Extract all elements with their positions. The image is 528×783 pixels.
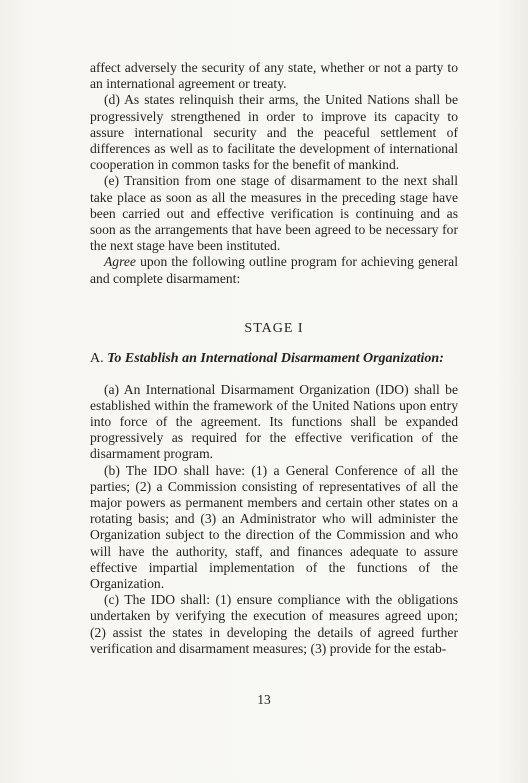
- agree-text: upon the following outline program for achieving general and complete disarmament:: [90, 254, 458, 286]
- paragraph-a: (a) An International Disarmament Organization (IDO) shall be established within the framework of the United Nations upon entry into force of the agreement. Its functions shall be expanded progressively as required for the effective verification of the disarmament program.: [90, 381, 458, 462]
- page-number: 13: [257, 692, 271, 707]
- stage-heading: STAGE I: [244, 320, 304, 336]
- paragraph-agree: [90, 254, 458, 286]
- paragraph-e: (e) Transition from one stage of disarmament to the next shall take place as soon as all the measures in the preceding stage have been carried out and effective verification is continuing and as soon as the arrangements that have been agreed to be necessary for the next stage have been instituted.: [90, 173, 458, 254]
- paragraph-d: (d) As states relinquish their arms, the United Nations shall be progressively strengthened in order to improve its capacity to assure international security and the peaceful settlement of differences as well as to facilitate the development of international cooperation in common tasks for the benefit of mankind.: [90, 92, 458, 173]
- section-letter: A.: [90, 351, 108, 367]
- paragraph-c: (c) The IDO shall: (1) ensure compliance with the obligations undertaken by verifying the execution of measures agreed upon; (2) assist the states in developing the details of agreed further verification and disarmament measures; (3) provide for the estab-: [90, 592, 458, 656]
- body-text: [90, 60, 458, 657]
- paragraph-continuation: affect adversely the security of any state, whether or not a party to an international agreement or treaty.: [90, 60, 458, 92]
- agree-keyword: Agree: [104, 254, 136, 270]
- paragraph-b: (b) The IDO shall have: (1) a General Conference of all the parties; (2) a Commission consisting of representatives of all the major powers as permanent members and certain other states on a rotating basis; and (3) an Administrator who will administer the Organization subject to the direction of the Commission and who will have the authority, staff, and finances adequate to assure effective impartial implementation of the functions of the Organization.: [90, 462, 458, 592]
- section-title: To Establish an International Disarmament Organization:: [107, 351, 444, 367]
- section-heading: [90, 351, 458, 368]
